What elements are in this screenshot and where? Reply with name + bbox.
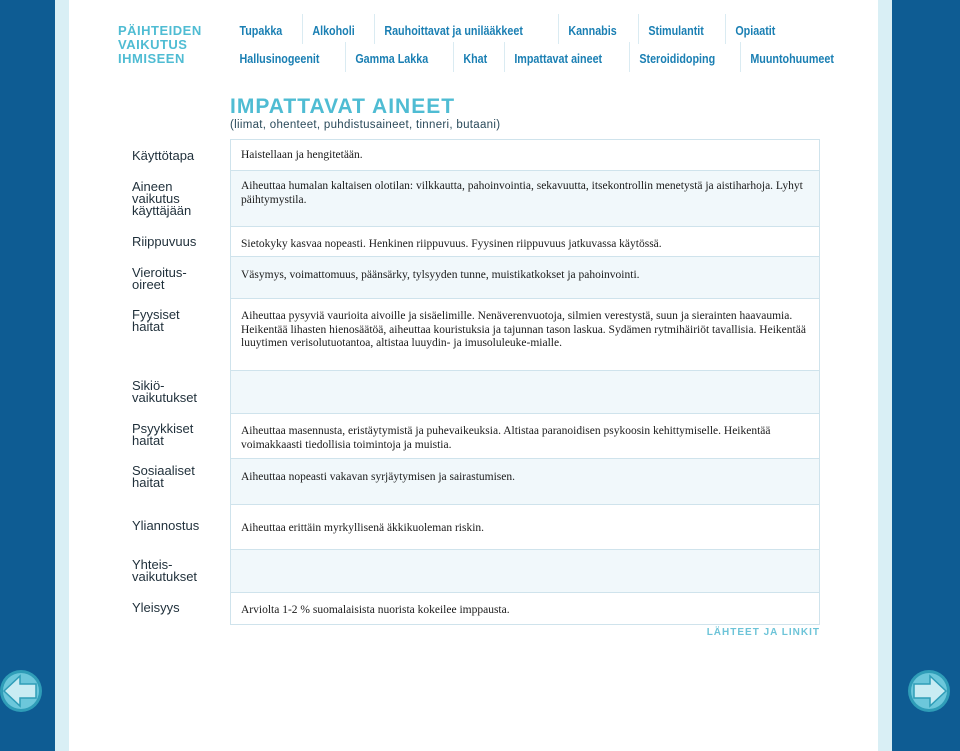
nav-row-2 — [230, 42, 860, 72]
left-side-band — [0, 0, 55, 751]
row-label: Fyysiset haitat — [132, 307, 180, 334]
row-label: Aineen vaikutus käyttäjään — [132, 179, 192, 218]
row-text: Aiheuttaa humalan kaltaisen olotilan: vilkkautta, pahoinvointia, sekavuutta, itsekontrollin menetystä ja aistiharhoja. Lyhyt päihtymystila. — [230, 170, 820, 226]
row-text — [230, 549, 820, 592]
page-title: IMPATTAVAT AINEET — [230, 95, 456, 118]
logo-line-1: PÄIHTEIDEN — [118, 23, 202, 38]
nav-link-muuntohuumeet[interactable]: Muuntohuumeet — [740, 42, 843, 72]
row-label: Vieroitus-oireet — [132, 265, 187, 292]
row-label: Psyykkiset haitat — [132, 421, 194, 448]
left-light-strip — [55, 0, 69, 751]
row-text: Aiheuttaa nopeasti vakavan syrjäytymisen ja sairastumisen. — [230, 458, 820, 504]
nav-link-stimulantit[interactable]: Stimulantit — [638, 14, 713, 44]
info-table — [130, 139, 820, 625]
nav-link-impattavat[interactable]: Impattavat aineet — [504, 42, 612, 72]
row-label: Riippuvuus — [132, 234, 197, 249]
row-text: Aiheuttaa erittäin myrkyllisenä äkkikuoleman riskin. — [230, 504, 820, 549]
nav-link-alkoholi[interactable]: Alkoholi — [302, 14, 364, 44]
page-subtitle: (liimat, ohenteet, puhdistusaineet, tinneri, butaani) — [230, 119, 501, 131]
nav-link-khat[interactable]: Khat — [453, 42, 497, 72]
site-logo[interactable] — [118, 24, 202, 66]
table-row-sikio — [130, 370, 820, 413]
nav-link-opiaatit[interactable]: Opiaatit — [725, 14, 785, 44]
sources-and-links-link[interactable]: LÄHTEET JA LINKIT — [706, 627, 820, 638]
table-row-sosiaaliset — [130, 458, 820, 504]
nav-row-1 — [230, 14, 795, 44]
row-label: Yhteis-vaikutukset — [132, 557, 198, 584]
row-label: Yliannostus — [132, 518, 200, 533]
row-label: Yleisyys — [132, 600, 180, 615]
row-label: Sosiaaliset haitat — [132, 463, 195, 490]
table-row-fyysiset — [130, 298, 820, 370]
nav-link-rauhoittavat[interactable]: Rauhoittavat ja unilääkkeet — [374, 14, 532, 44]
table-row-yleisyys — [130, 592, 820, 625]
table-row-riippuvuus — [130, 226, 820, 256]
right-side-band — [892, 0, 960, 751]
row-text: Haistellaan ja hengitetään. — [230, 139, 820, 170]
row-text — [230, 370, 820, 413]
table-row-kayttotapa — [130, 139, 820, 170]
logo-line-2: VAIKUTUS — [118, 37, 188, 52]
table-row-psyykkiset — [130, 413, 820, 458]
nav-link-kannabis[interactable]: Kannabis — [558, 14, 626, 44]
arrow-left-icon[interactable] — [0, 668, 46, 714]
row-text: Aiheuttaa pysyviä vaurioita aivoille ja sisäelimille. Nenäverenvuotoja, silmien verestystä, suun ja sierainten haavaumia. Heikentää lihasten hienosäätöä, aiheuttaa kouristuksia ja tajunnan tason laskua. Sydämen rytmihäiriöt tavallisia. Heikentää luuytimen verisolutuotantoa, altistaa luuydin- ja imusoluleuke-mialle. — [230, 298, 820, 370]
table-row-vieroitus — [130, 256, 820, 298]
nav-link-tupakka[interactable]: Tupakka — [239, 24, 283, 38]
table-row-yhteisvaikutukset — [130, 549, 820, 592]
row-text: Aiheuttaa masennusta, eristäytymistä ja puhevaikeuksia. Altistaa paranoidisen psykoosin kehittymiselle. Heikentää voimakkaasti tiedollisia toimintoja ja muistia. — [230, 413, 820, 458]
table-row-yliannostus — [130, 504, 820, 549]
nav-link-hallusinogeenit[interactable]: Hallusinogeenit — [239, 52, 320, 66]
row-text: Sietokyky kasvaa nopeasti. Henkinen riippuvuus. Fyysinen riippuvuus jatkuvassa käytössä. — [230, 226, 820, 256]
logo-line-3: IHMISEEN — [118, 51, 185, 66]
right-light-strip — [878, 0, 892, 751]
row-label: Sikiö-vaikutukset — [132, 378, 198, 405]
arrow-right-icon[interactable] — [904, 668, 950, 714]
row-label: Käyttötapa — [132, 148, 195, 163]
nav-link-gamma-lakka[interactable]: Gamma Lakka — [345, 42, 438, 72]
table-row-vaikutus — [130, 170, 820, 226]
row-text: Väsymys, voimattomuus, päänsärky, tylsyyden tunne, muistikatkokset ja pahoinvointi. — [230, 256, 820, 298]
nav-link-steroididoping[interactable]: Steroididoping — [629, 42, 725, 72]
row-text: Arviolta 1-2 % suomalaisista nuorista kokeilee imppausta. — [230, 592, 820, 625]
